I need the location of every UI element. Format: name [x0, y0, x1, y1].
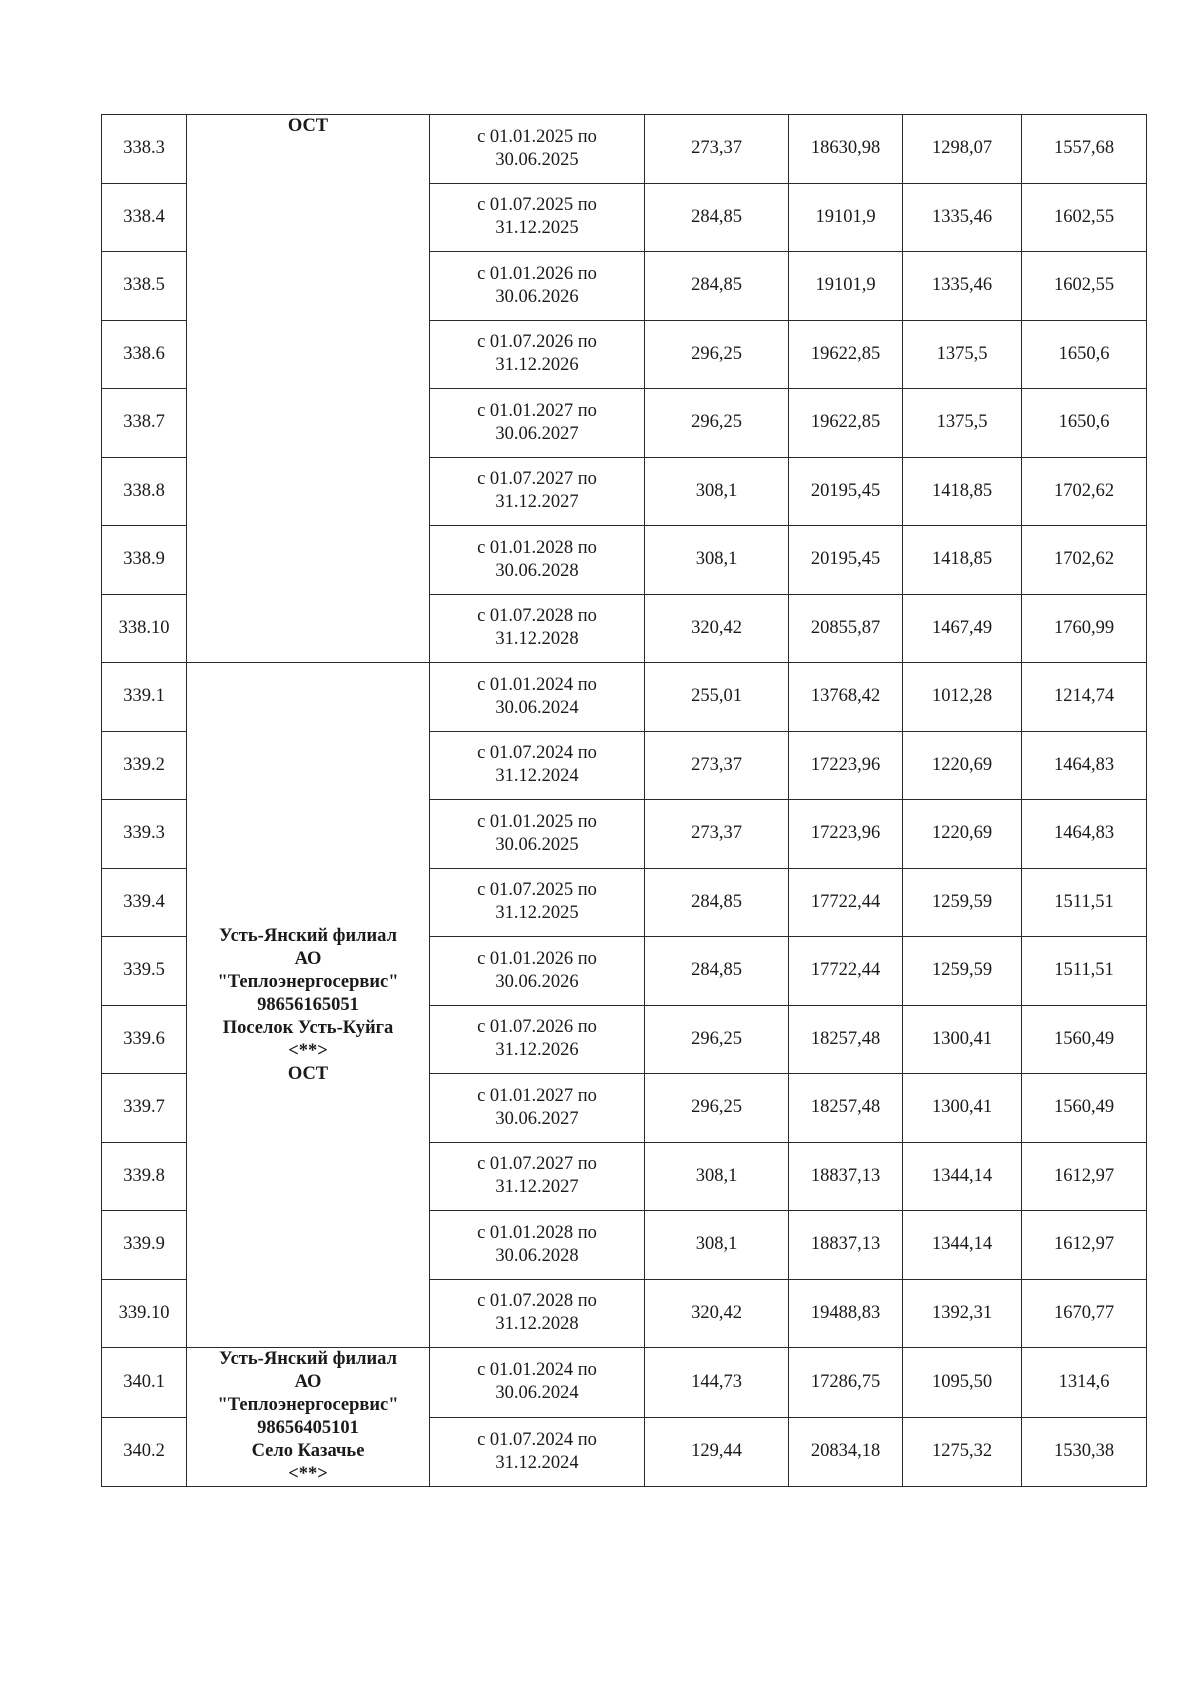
value-cell-4: 1560,49 — [1022, 1074, 1147, 1143]
period-cell — [430, 1279, 645, 1348]
value-cell-2: 19488,83 — [789, 1279, 903, 1348]
period-cell — [430, 937, 645, 1006]
value-cell-4: 1511,51 — [1022, 868, 1147, 937]
organization-cell — [187, 115, 430, 663]
period-from: с 01.07.2024 по — [477, 1429, 597, 1450]
period-cell — [430, 868, 645, 937]
value-cell-4: 1464,83 — [1022, 731, 1147, 800]
value-cell-3: 1300,41 — [903, 1074, 1022, 1143]
period-cell — [430, 1211, 645, 1280]
row-number-cell: 339.7 — [102, 1074, 187, 1143]
value-cell-2: 17722,44 — [789, 937, 903, 1006]
row-number-cell: 339.10 — [102, 1279, 187, 1348]
value-cell-1: 308,1 — [645, 1211, 789, 1280]
value-cell-2: 17722,44 — [789, 868, 903, 937]
value-cell-2: 20195,45 — [789, 457, 903, 526]
row-number-cell: 338.9 — [102, 526, 187, 595]
period-to: 30.06.2026 — [495, 971, 579, 992]
value-cell-2: 18837,13 — [789, 1142, 903, 1211]
period-cell — [430, 731, 645, 800]
period-to: 31.12.2027 — [495, 492, 579, 513]
value-cell-3: 1375,5 — [903, 320, 1022, 389]
table-row — [102, 115, 1147, 184]
value-cell-4: 1650,6 — [1022, 389, 1147, 458]
period-from: с 01.07.2026 по — [477, 332, 597, 353]
organization-line: Усть-Янский филиал — [219, 1349, 397, 1369]
value-cell-1: 273,37 — [645, 800, 789, 869]
value-cell-3: 1418,85 — [903, 457, 1022, 526]
organization-line: ОСТ — [287, 116, 329, 136]
value-cell-3: 1095,50 — [903, 1348, 1022, 1418]
period-cell — [430, 252, 645, 321]
value-cell-2: 19101,9 — [789, 252, 903, 321]
value-cell-1: 273,37 — [645, 115, 789, 184]
value-cell-3: 1335,46 — [903, 252, 1022, 321]
value-cell-4: 1557,68 — [1022, 115, 1147, 184]
row-number-cell: 338.8 — [102, 457, 187, 526]
value-cell-1: 308,1 — [645, 457, 789, 526]
tariff-table-body — [102, 115, 1147, 1487]
row-number-cell: 338.3 — [102, 115, 187, 184]
period-from: с 01.01.2026 по — [477, 948, 597, 969]
period-from: с 01.07.2028 по — [477, 1291, 597, 1312]
period-to: 31.12.2025 — [495, 903, 579, 924]
table-row — [102, 663, 1147, 732]
period-cell — [430, 1142, 645, 1211]
period-from: с 01.01.2027 по — [477, 1085, 597, 1106]
value-cell-2: 17223,96 — [789, 800, 903, 869]
row-number-cell: 339.9 — [102, 1211, 187, 1280]
period-from: с 01.07.2027 по — [477, 469, 597, 490]
period-to: 30.06.2028 — [495, 560, 579, 581]
period-to: 30.06.2028 — [495, 1245, 579, 1266]
organization-line: <**> — [288, 1464, 328, 1484]
value-cell-3: 1220,69 — [903, 731, 1022, 800]
value-cell-4: 1760,99 — [1022, 594, 1147, 663]
period-from: с 01.01.2024 по — [477, 674, 597, 695]
value-cell-3: 1275,32 — [903, 1417, 1022, 1487]
organization-line: Поселок Усть-Куйга — [222, 1017, 394, 1038]
period-to: 30.06.2026 — [495, 286, 579, 307]
period-cell — [430, 800, 645, 869]
period-from: с 01.07.2028 по — [477, 606, 597, 627]
value-cell-4: 1702,62 — [1022, 457, 1147, 526]
period-from: с 01.07.2025 по — [477, 880, 597, 901]
period-to: 31.12.2026 — [495, 355, 579, 376]
value-cell-2: 20834,18 — [789, 1417, 903, 1487]
value-cell-3: 1467,49 — [903, 594, 1022, 663]
value-cell-4: 1602,55 — [1022, 183, 1147, 252]
period-cell — [430, 320, 645, 389]
period-cell — [430, 1348, 645, 1418]
organization-line: 98656165051 — [257, 994, 359, 1015]
organization-line: Усть-Янский филиал — [219, 925, 397, 946]
value-cell-1: 255,01 — [645, 663, 789, 732]
value-cell-2: 19622,85 — [789, 389, 903, 458]
value-cell-2: 18837,13 — [789, 1211, 903, 1280]
organization-line: "Теплоэнергосервис" — [217, 971, 399, 992]
period-cell — [430, 1005, 645, 1074]
row-number-cell: 338.5 — [102, 252, 187, 321]
value-cell-2: 19622,85 — [789, 320, 903, 389]
period-from: с 01.01.2028 по — [477, 537, 597, 558]
value-cell-4: 1602,55 — [1022, 252, 1147, 321]
row-number-cell: 338.4 — [102, 183, 187, 252]
value-cell-2: 20855,87 — [789, 594, 903, 663]
row-number-cell: 339.3 — [102, 800, 187, 869]
value-cell-3: 1344,14 — [903, 1211, 1022, 1280]
value-cell-3: 1298,07 — [903, 115, 1022, 184]
row-number-cell: 339.8 — [102, 1142, 187, 1211]
period-from: с 01.01.2024 по — [477, 1360, 597, 1381]
row-number-cell: 338.7 — [102, 389, 187, 458]
value-cell-1: 296,25 — [645, 389, 789, 458]
value-cell-2: 18257,48 — [789, 1074, 903, 1143]
value-cell-3: 1259,59 — [903, 868, 1022, 937]
period-cell — [430, 594, 645, 663]
period-to: 30.06.2027 — [495, 423, 579, 444]
value-cell-2: 13768,42 — [789, 663, 903, 732]
value-cell-2: 18257,48 — [789, 1005, 903, 1074]
period-to: 31.12.2026 — [495, 1040, 579, 1061]
value-cell-3: 1392,31 — [903, 1279, 1022, 1348]
organization-line: АО — [294, 948, 322, 969]
period-cell — [430, 389, 645, 458]
value-cell-3: 1344,14 — [903, 1142, 1022, 1211]
period-to: 30.06.2025 — [495, 834, 579, 855]
value-cell-3: 1220,69 — [903, 800, 1022, 869]
period-cell — [430, 183, 645, 252]
period-from: с 01.01.2025 по — [477, 126, 597, 147]
row-number-cell: 339.5 — [102, 937, 187, 1006]
value-cell-1: 296,25 — [645, 1005, 789, 1074]
value-cell-4: 1530,38 — [1022, 1417, 1147, 1487]
value-cell-1: 296,25 — [645, 1074, 789, 1143]
period-to: 31.12.2024 — [495, 1452, 579, 1473]
period-cell — [430, 526, 645, 595]
value-cell-1: 308,1 — [645, 1142, 789, 1211]
period-to: 30.06.2024 — [495, 697, 579, 718]
period-to: 31.12.2028 — [495, 629, 579, 650]
period-from: с 01.01.2026 по — [477, 263, 597, 284]
period-to: 30.06.2024 — [495, 1383, 579, 1404]
organization-line: <**> — [288, 1040, 328, 1061]
value-cell-3: 1259,59 — [903, 937, 1022, 1006]
value-cell-1: 284,85 — [645, 937, 789, 1006]
value-cell-1: 296,25 — [645, 320, 789, 389]
value-cell-1: 273,37 — [645, 731, 789, 800]
period-cell — [430, 1417, 645, 1487]
organization-cell — [187, 1348, 430, 1487]
row-number-cell: 340.2 — [102, 1417, 187, 1487]
period-to: 31.12.2025 — [495, 218, 579, 239]
row-number-cell: 339.4 — [102, 868, 187, 937]
value-cell-3: 1418,85 — [903, 526, 1022, 595]
period-from: с 01.01.2025 по — [477, 811, 597, 832]
period-cell — [430, 115, 645, 184]
value-cell-1: 129,44 — [645, 1417, 789, 1487]
value-cell-1: 284,85 — [645, 868, 789, 937]
value-cell-2: 20195,45 — [789, 526, 903, 595]
value-cell-4: 1464,83 — [1022, 800, 1147, 869]
period-from: с 01.07.2027 по — [477, 1154, 597, 1175]
row-number-cell: 340.1 — [102, 1348, 187, 1418]
value-cell-3: 1335,46 — [903, 183, 1022, 252]
value-cell-1: 284,85 — [645, 252, 789, 321]
value-cell-3: 1012,28 — [903, 663, 1022, 732]
period-from: с 01.07.2025 по — [477, 195, 597, 216]
period-to: 30.06.2025 — [495, 149, 579, 170]
period-cell — [430, 1074, 645, 1143]
period-from: с 01.07.2026 по — [477, 1017, 597, 1038]
value-cell-4: 1650,6 — [1022, 320, 1147, 389]
period-to: 31.12.2027 — [495, 1177, 579, 1198]
period-to: 31.12.2028 — [495, 1314, 579, 1335]
value-cell-2: 19101,9 — [789, 183, 903, 252]
value-cell-1: 320,42 — [645, 1279, 789, 1348]
value-cell-4: 1612,97 — [1022, 1142, 1147, 1211]
row-number-cell: 338.10 — [102, 594, 187, 663]
organization-line: ОСТ — [287, 1063, 329, 1084]
organization-line: Село Казачье — [251, 1441, 365, 1461]
value-cell-2: 17286,75 — [789, 1348, 903, 1418]
organization-line: "Теплоэнергосервис" — [217, 1395, 399, 1415]
organization-line: АО — [294, 1372, 322, 1392]
value-cell-3: 1300,41 — [903, 1005, 1022, 1074]
tariff-table — [101, 114, 1147, 1487]
table-row — [102, 1348, 1147, 1418]
period-cell — [430, 457, 645, 526]
organization-cell — [187, 663, 430, 1348]
period-from: с 01.01.2027 по — [477, 400, 597, 421]
value-cell-4: 1670,77 — [1022, 1279, 1147, 1348]
value-cell-2: 18630,98 — [789, 115, 903, 184]
value-cell-1: 308,1 — [645, 526, 789, 595]
value-cell-4: 1702,62 — [1022, 526, 1147, 595]
value-cell-1: 144,73 — [645, 1348, 789, 1418]
value-cell-3: 1375,5 — [903, 389, 1022, 458]
row-number-cell: 338.6 — [102, 320, 187, 389]
value-cell-1: 320,42 — [645, 594, 789, 663]
period-to: 31.12.2024 — [495, 766, 579, 787]
organization-line: 98656405101 — [257, 1418, 359, 1438]
value-cell-4: 1560,49 — [1022, 1005, 1147, 1074]
value-cell-4: 1511,51 — [1022, 937, 1147, 1006]
value-cell-4: 1214,74 — [1022, 663, 1147, 732]
period-cell — [430, 663, 645, 732]
value-cell-4: 1612,97 — [1022, 1211, 1147, 1280]
row-number-cell: 339.6 — [102, 1005, 187, 1074]
period-from: с 01.07.2024 по — [477, 743, 597, 764]
value-cell-2: 17223,96 — [789, 731, 903, 800]
row-number-cell: 339.2 — [102, 731, 187, 800]
period-from: с 01.01.2028 по — [477, 1222, 597, 1243]
row-number-cell: 339.1 — [102, 663, 187, 732]
period-to: 30.06.2027 — [495, 1108, 579, 1129]
value-cell-4: 1314,6 — [1022, 1348, 1147, 1418]
value-cell-1: 284,85 — [645, 183, 789, 252]
